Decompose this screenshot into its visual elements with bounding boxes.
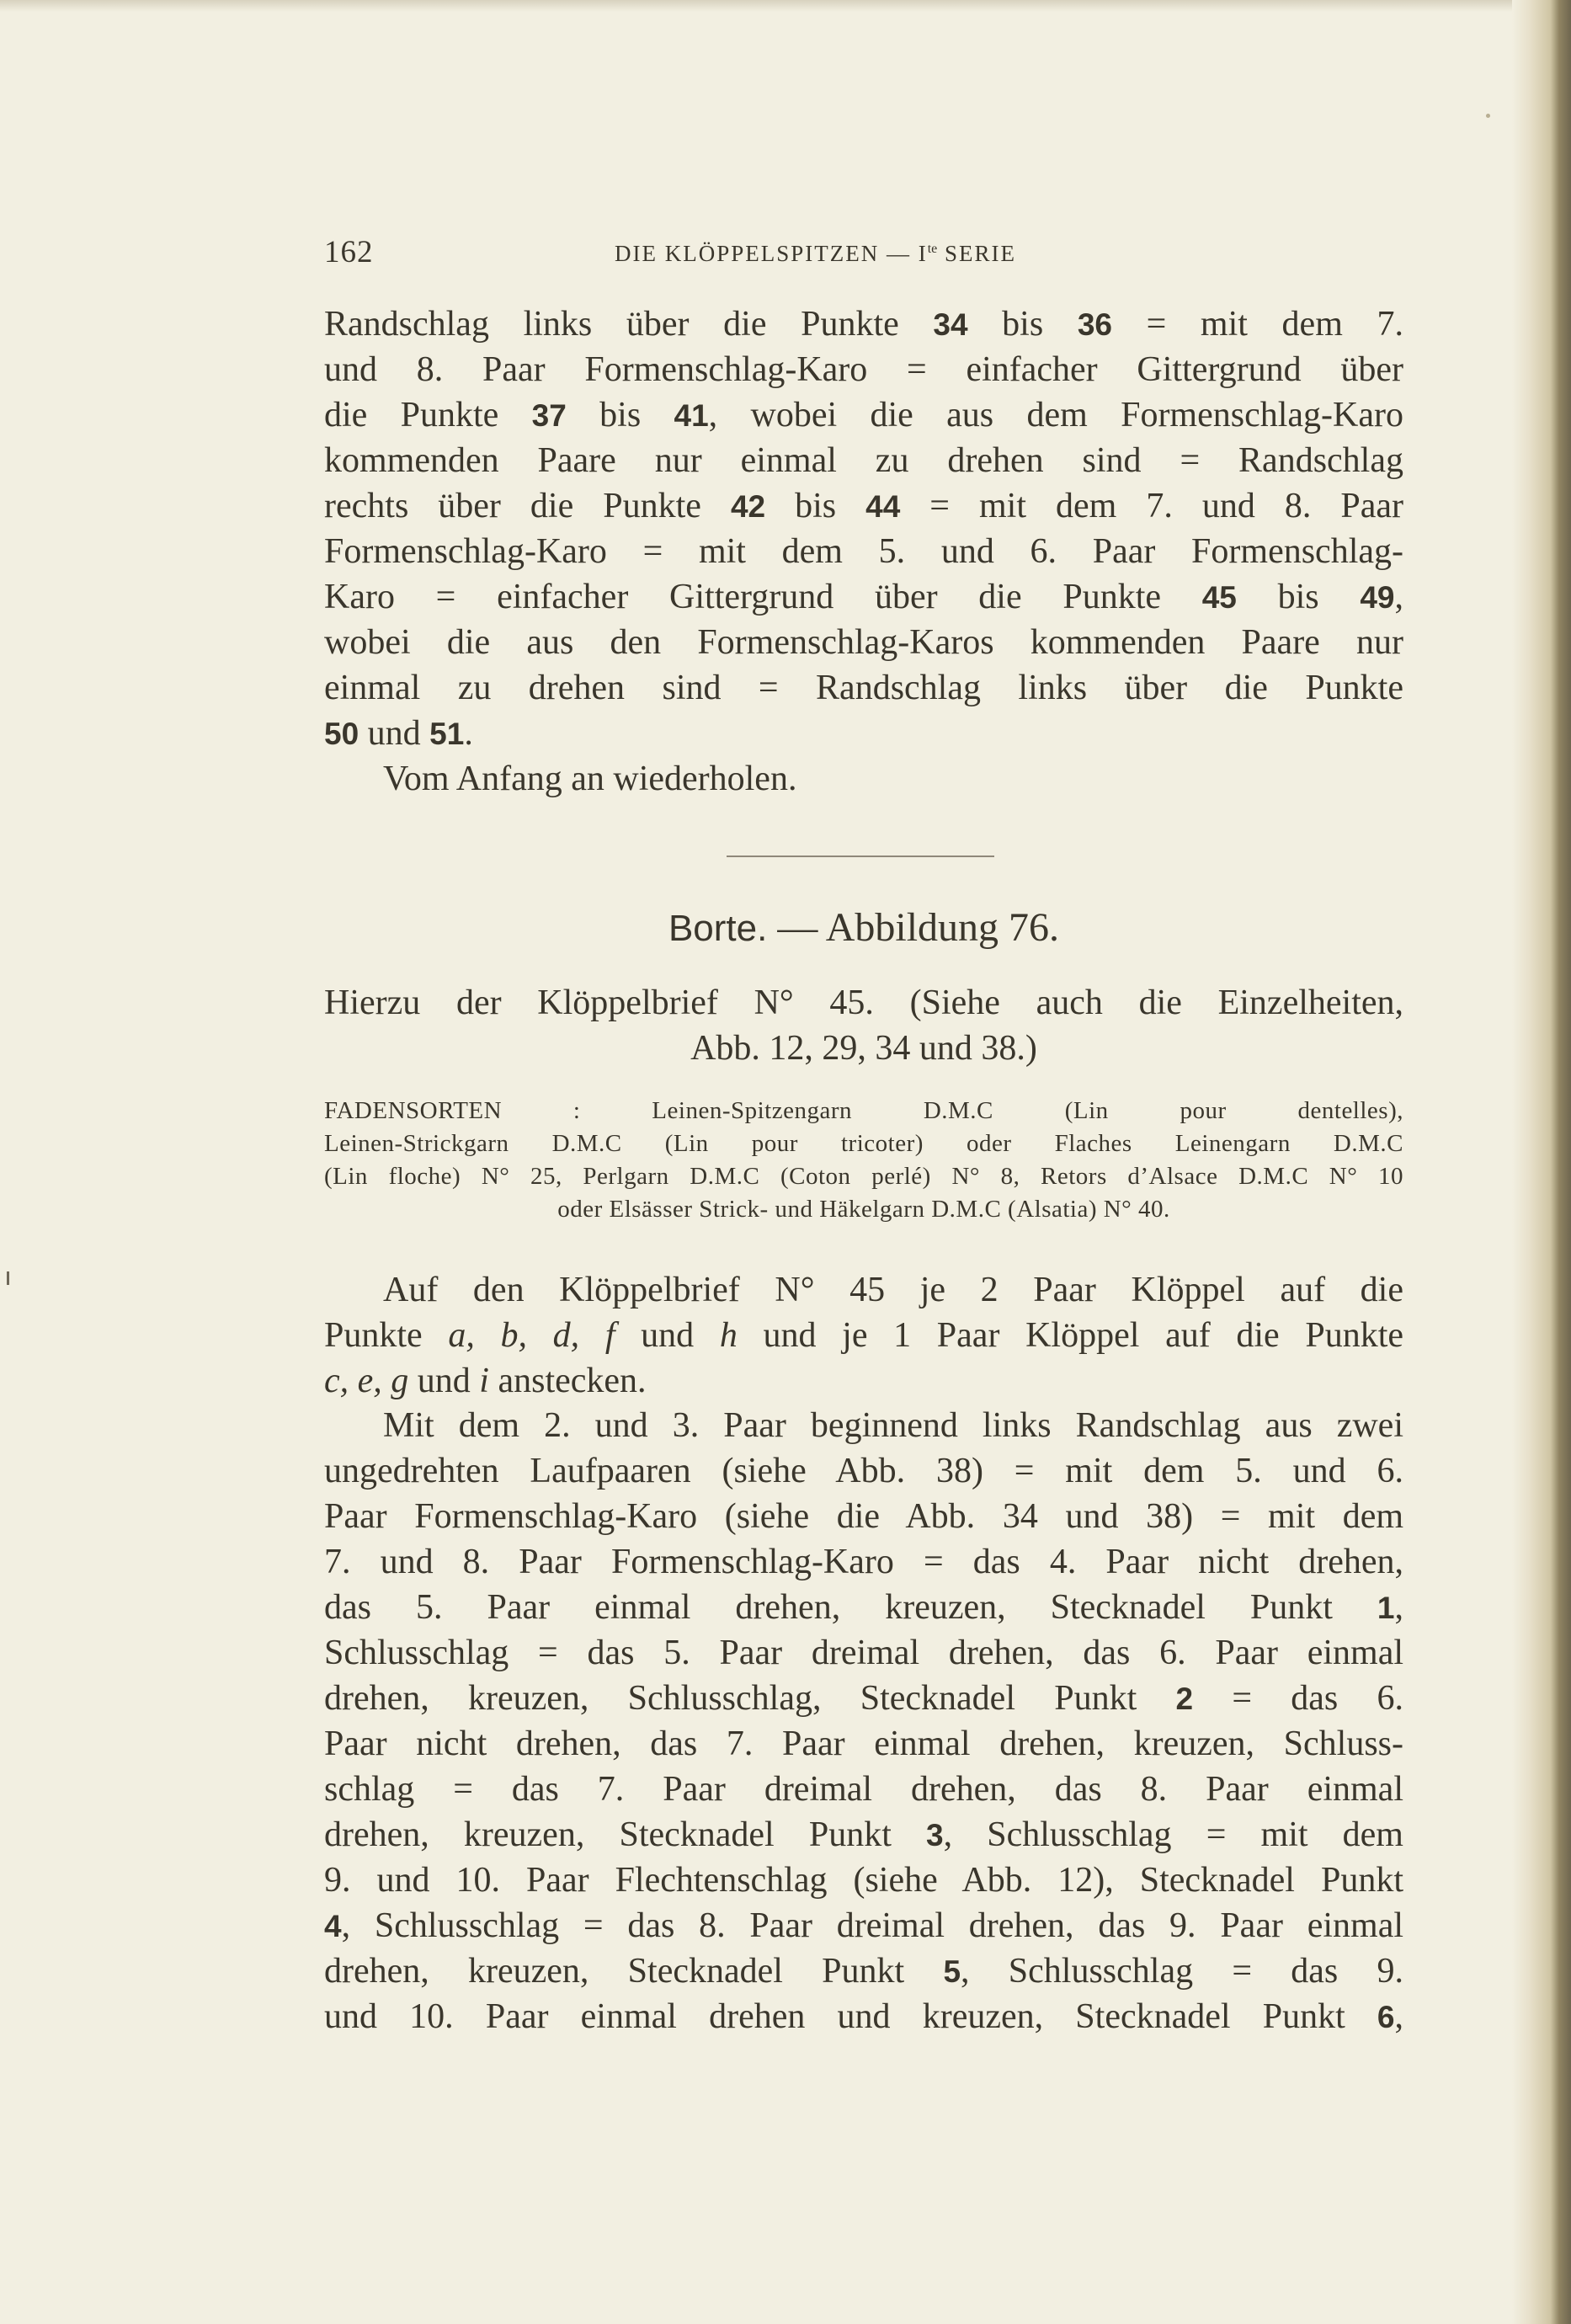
thread-types — [324, 1095, 1403, 1226]
point-number: 50 — [324, 717, 359, 751]
point-number: 4 — [324, 1909, 342, 1943]
page-right-edge — [1512, 0, 1571, 2324]
text-line: wobei die aus den Formenschlag-Karos kommenden Paare nur — [324, 623, 1403, 662]
text-line: kommenden Paare nur einmal zu drehen sind = Randschlag — [324, 441, 1403, 480]
point-number: 3 — [926, 1818, 944, 1852]
text-line: schlag = das 7. Paar dreimal drehen, das 8. Paar einmal — [324, 1770, 1403, 1809]
page-number: 162 — [324, 235, 374, 269]
text-line: einmal zu drehen sind = Randschlag links über die Punkte — [324, 669, 1403, 707]
text-line: die Punkte 37 bis 41, wobei die aus dem Formenschlag-Karo — [324, 396, 1403, 434]
text-line: Schlusschlag = das 5. Paar dreimal drehen, das 6. Paar einmal — [324, 1634, 1403, 1672]
text-line: und 8. Paar Formenschlag-Karo = einfacher Gittergrund über — [324, 350, 1403, 389]
text-line: Randschlag links über die Punkte 34 bis 36 = mit dem 7. — [324, 305, 1403, 344]
point-number: 42 — [730, 489, 766, 524]
point-number: 6 — [1377, 2000, 1395, 2034]
text-line: 4, Schlusschlag = das 8. Paar dreimal drehen, das 9. Paar einmal — [324, 1906, 1403, 1945]
text-line: und 10. Paar einmal drehen und kreuzen, Stecknadel Punkt 6, — [324, 1997, 1403, 2036]
text-line: Paar nicht drehen, das 7. Paar einmal drehen, kreuzen, Schluss- — [324, 1724, 1403, 1763]
text-line: drehen, kreuzen, Stecknadel Punkt 5, Schlusschlag = das 9. — [324, 1952, 1403, 1991]
point-letters: i — [479, 1362, 489, 1400]
text-line: drehen, kreuzen, Schlusschlag, Stecknadel Punkt 2 = das 6. — [324, 1679, 1403, 1718]
text-line: Paar Formenschlag-Karo (siehe die Abb. 34 und 38) = mit dem — [324, 1497, 1403, 1536]
thread-line: oder Elsässer Strick- und Häkelgarn D.M.C (Alsatia) N° 40. — [557, 1196, 1170, 1223]
point-number: 45 — [1201, 580, 1237, 615]
text-line: das 5. Paar einmal drehen, kreuzen, Stecknadel Punkt 1, — [324, 1588, 1403, 1627]
text-line: 7. und 8. Paar Formenschlag-Karo = das 4. Paar nicht drehen, — [324, 1543, 1403, 1581]
reference-line-1: Hierzu der Klöppelbrief N° 45. (Siehe auch die Einzelheiten, — [324, 983, 1403, 1022]
text-line: ungedrehten Laufpaaren (siehe Abb. 38) = mit dem 5. und 6. — [324, 1452, 1403, 1490]
page-top-edge — [0, 0, 1571, 12]
instruction-paragraph-2 — [324, 1403, 1403, 2039]
point-letters: a, b, d, f — [448, 1316, 615, 1355]
text-line: Auf den Klöppelbrief N° 45 je 2 Paar Klöppel auf die — [383, 1271, 1403, 1309]
continuation-paragraph — [324, 301, 1403, 802]
point-number: 49 — [1360, 580, 1395, 615]
instruction-paragraph-1 — [324, 1267, 1403, 1404]
reference-line-2: Abb. 12, 29, 34 und 38.) — [690, 1029, 1037, 1068]
thread-line: FADENSORTEN : Leinen-Spitzengarn D.M.C (Lin pour dentelles), — [324, 1097, 1403, 1124]
paper-speck — [1486, 114, 1490, 118]
continuation-lines — [324, 301, 1403, 756]
point-number: 34 — [933, 307, 968, 342]
margin-mark — [7, 1271, 9, 1285]
point-number: 44 — [865, 489, 901, 524]
running-head: DIE KLÖPPELSPITZEN — $I^{te}$ SERIE — [615, 241, 1017, 266]
point-number: 1 — [1377, 1591, 1395, 1625]
point-letters: h — [719, 1316, 738, 1355]
repeat-line: Vom Anfang an wiederholen. — [383, 760, 797, 798]
point-number: 36 — [1077, 307, 1112, 342]
text-line: Punkte a, b, d, f und h und je 1 Paar Klöppel auf die Punkte — [324, 1316, 1404, 1355]
point-number: 5 — [943, 1954, 961, 1989]
text-line: Karo = einfacher Gittergrund über die Punkte 45 bis 49, — [324, 578, 1404, 616]
page-header — [324, 234, 1385, 275]
text-line: Formenschlag-Karo = mit dem 5. und 6. Paar Formenschlag- — [324, 532, 1403, 571]
text-line: 50 und 51. — [324, 714, 473, 753]
point-letters: c, e, g — [324, 1362, 409, 1400]
paragraph-2-lines — [324, 1403, 1403, 2039]
thread-line: (Lin floche) N° 25, Perlgarn D.M.C (Coton perlé) N° 8, Retors d’Alsace D.M.C N° 10 — [324, 1163, 1403, 1190]
reference-note — [324, 980, 1403, 1071]
point-number: 2 — [1175, 1682, 1194, 1716]
point-number: 37 — [531, 398, 567, 433]
point-number: 51 — [429, 717, 465, 751]
point-number: 41 — [674, 398, 709, 433]
thread-line: Leinen-Strickgarn D.M.C (Lin pour tricoter) oder Flaches Leinengarn D.M.C — [324, 1130, 1403, 1157]
text-line: Mit dem 2. und 3. Paar beginnend links Randschlag aus zwei — [383, 1406, 1403, 1445]
text-line: drehen, kreuzen, Stecknadel Punkt 3, Schlusschlag = mit dem — [324, 1815, 1403, 1854]
section-heading: Borte. — Abbildung 76. — [668, 905, 1060, 950]
paragraph-1-lines — [324, 1267, 1403, 1404]
text-line: 9. und 10. Paar Flechtenschlag (siehe Abb. 12), Stecknadel Punkt — [324, 1861, 1403, 1900]
text-line: rechts über die Punkte 42 bis 44 = mit dem 7. und 8. Paar — [324, 487, 1404, 525]
section-divider — [727, 856, 994, 857]
text-line: c, e, g und i anstecken. — [324, 1362, 647, 1400]
